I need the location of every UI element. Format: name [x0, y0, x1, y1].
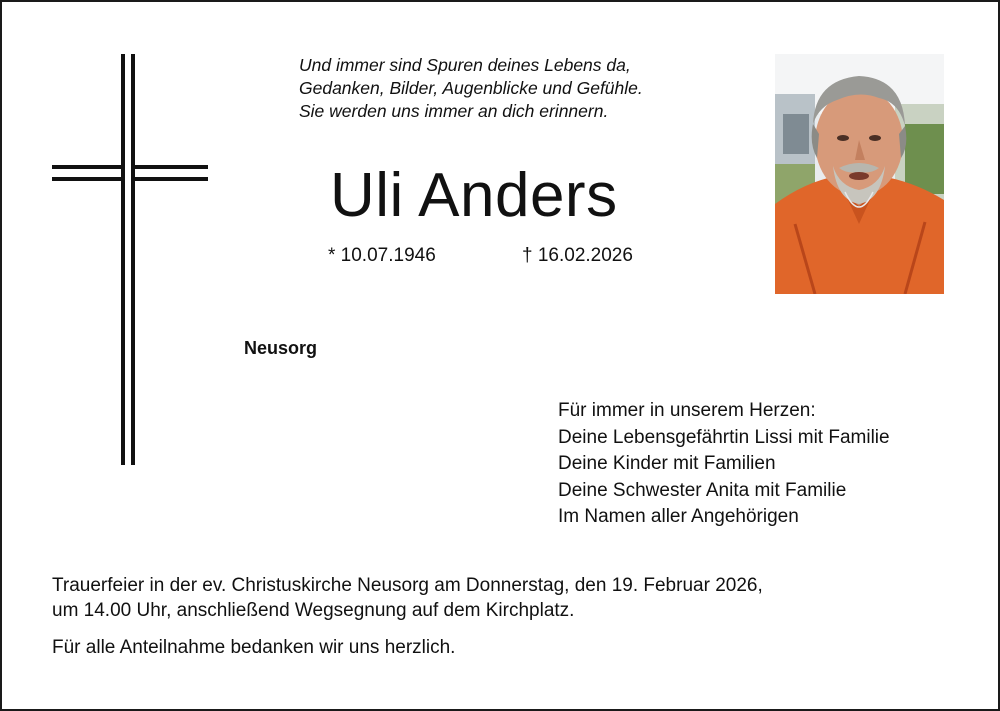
portrait-photo — [775, 54, 944, 294]
deceased-name: Uli Anders — [330, 161, 618, 230]
list-item: Im Namen aller Angehörigen — [558, 506, 799, 527]
poem-line: Sie werden uns immer an dich erinnern. — [299, 101, 609, 121]
poem-line: Und immer sind Spuren deines Lebens da, — [299, 55, 631, 75]
funeral-service-info — [52, 573, 952, 623]
service-line: Trauerfeier in der ev. Christuskirche Neusorg am Donnerstag, den 19. Februar 2026, — [52, 575, 763, 596]
birth-date: * 10.07.1946 — [328, 245, 436, 266]
poem-line: Gedanken, Bilder, Augenblicke und Gefühle. — [299, 78, 643, 98]
list-item: Deine Lebensgefährtin Lissi mit Familie — [558, 426, 890, 448]
memorial-poem — [299, 54, 759, 123]
residence-place: Neusorg — [244, 338, 318, 358]
list-item: Deine Schwester Anita mit Familie — [558, 479, 847, 501]
service-line: um 14.00 Uhr, anschließend Wegsegnung auf dem Kirchplatz. — [52, 600, 575, 621]
list-item: Für immer in unserem Herzen: — [558, 400, 816, 421]
thanks-note: Für alle Anteilnahme bedanken wir uns herzlich. — [52, 637, 456, 658]
mourners-list — [558, 398, 890, 531]
death-date: † 16.02.2026 — [522, 245, 633, 266]
list-item: Deine Kinder mit Familien — [558, 453, 776, 474]
